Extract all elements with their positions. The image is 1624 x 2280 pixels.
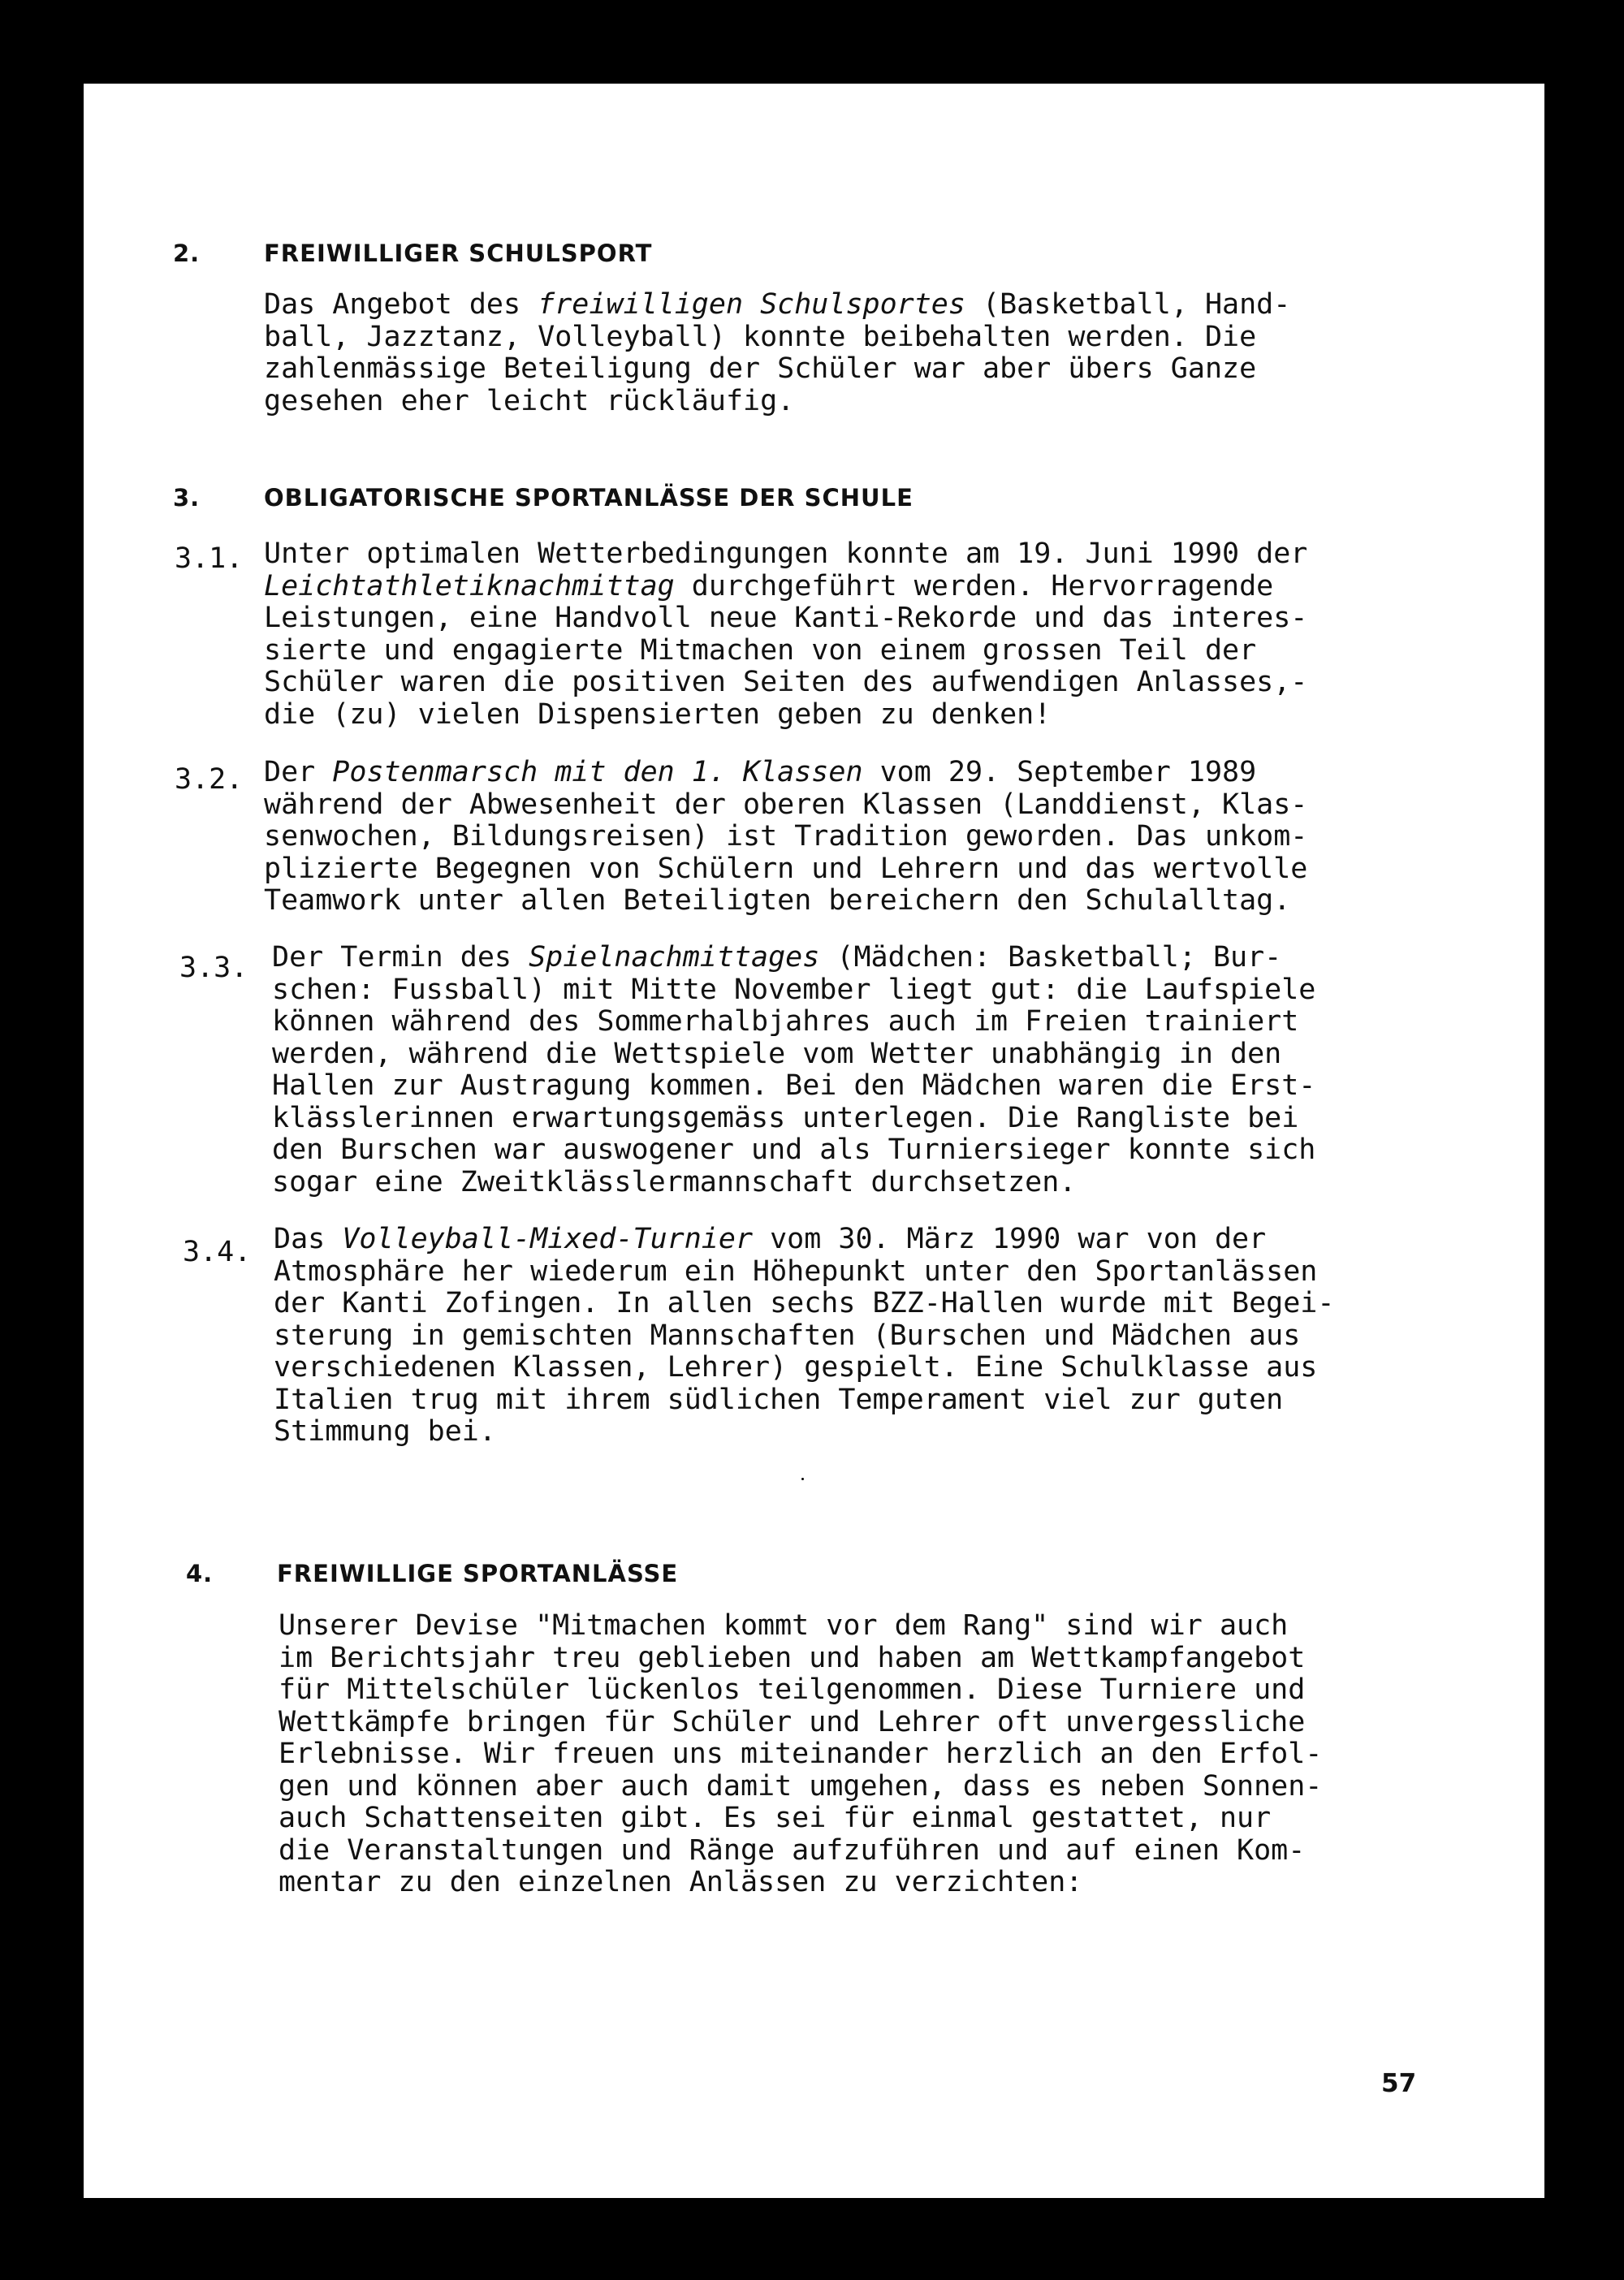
text-run: Der Termin des [272,941,529,974]
section-2-heading [173,240,652,267]
item-3-2-number: 3.2. [175,763,244,796]
item-3-1-number: 3.1. [175,542,244,575]
page-number: 57 [1381,2069,1417,2098]
section-title: FREIWILLIGE SPORTANLÄSSE [277,1560,679,1587]
text-run: vom 29. September 1989 während der Abwesenheit der oberen Klassen (Landdienst, Klas- senwochen, Bildungsreisen) ist Tradition geworden. Das unkom- plizierte Begegnen von Schülern und Lehrern und das wertvolle Teamwork unter allen Beteiligten bereichern den Schulalltag. [264,756,1308,917]
scan-speck [29,1380,33,1384]
italic-run: Leichtathletiknachmittag [264,569,675,602]
italic-run: Volleyball-Mixed-Turnier [342,1223,754,1255]
scan-speck [801,1478,804,1480]
item-3-4-number: 3.4. [183,1236,252,1268]
item-3-3-number: 3.3. [179,952,248,984]
text-run: Unserer Devise "Mitmachen kommt vor dem Rang" sind wir auch im Berichtsjahr treu geblieben und haben am Wettkampfangebot für Mittelschüler lückenlos teilgenommen. Diese Turniere und Wettkämpfe bringen für Schüler und Lehrer oft unvergessliche Erlebnisse. Wir freuen uns miteinander herzlich an den Erfol- gen und können aber auch damit umgehen, dass es neben Sonnen- auch Schattenseiten gibt. Es sei für einmal gestattet, nur die Veranstaltungen und Ränge aufzuführen und auf einen Kom- mentar zu den einzelnen Anlässen zu verzichten: [279,1609,1323,1898]
text-run: Unter optimalen Wetterbedingungen konnte am 19. Juni 1990 der [264,538,1308,570]
section-2-paragraph [264,289,1290,417]
section-4-heading [186,1560,678,1587]
item-3-1-paragraph [264,538,1307,731]
document-page [84,84,1544,2198]
section-number: 2. [173,240,201,267]
text-run: vom 30. März 1990 war von der Atmosphäre her wiederum ein Höhepunkt unter den Sportanlässen der Kanti Zofingen. In allen sechs BZZ-Hallen wurde mit Begei- sterung in gemischten Mannschaften (Burschen und Mädchen aus verschiedenen Klassen, Lehrer) gespielt. Eine Schulklasse aus Italien trug mit ihrem südlichen Temperament viel zur guten Stimmung bei. [274,1223,1335,1448]
italic-run: freiwilligen Schulsportes [538,288,965,321]
section-number: 3. [173,484,201,512]
text-run: (Mädchen: Basketball; Bur- schen: Fussball) mit Mitte November liegt gut: die Laufspiele können während des Sommerhalbjahres auch im Freien trainiert werden, während die Wettspiele vom Wetter unabhängig in den Hallen zur Austragung kommen. Bei den Mädchen waren die Erst- klässlerinnen erwartungsgemäss unterlegen. Die Rangliste bei den Burschen war auswogener und als Turniersieger konnte sich sogar eine Zweitklässlermannschaft durchsetzen. [272,941,1316,1198]
section-number: 4. [186,1560,214,1587]
text-run: Das Angebot des [264,288,538,321]
text-run: Das [274,1223,343,1255]
italic-run: Postenmarsch mit den 1. Klassen [332,756,863,788]
text-run: Der [264,756,333,788]
section-title: FREIWILLIGER SCHULSPORT [264,240,653,267]
item-3-3-paragraph [272,942,1315,1198]
section-4-paragraph [279,1610,1322,1899]
item-3-2-paragraph [264,757,1307,918]
text-run: durchgeführt werden. Hervorragende Leistungen, eine Handvoll neue Kanti-Rekorde und das interes- sierte und engagierte Mitmachen von einem grossen Teil der Schüler waren die positiven Seiten des aufwendigen Anlasses,- die (zu) vielen Dispensierten geben zu denken! [264,569,1308,731]
item-3-4-paragraph [274,1224,1334,1449]
text-run: (Basketball, Hand- ball, Jazztanz, Volleyball) konnte beibehalten werden. Die zahlenmässige Beteiligung der Schüler war aber übers Ganze gesehen eher leicht rückläufig. [264,288,1291,417]
section-title: OBLIGATORISCHE SPORTANLÄSSE DER SCHULE [264,484,914,512]
italic-run: Spielnachmittages [529,941,820,974]
section-3-heading [173,484,914,512]
